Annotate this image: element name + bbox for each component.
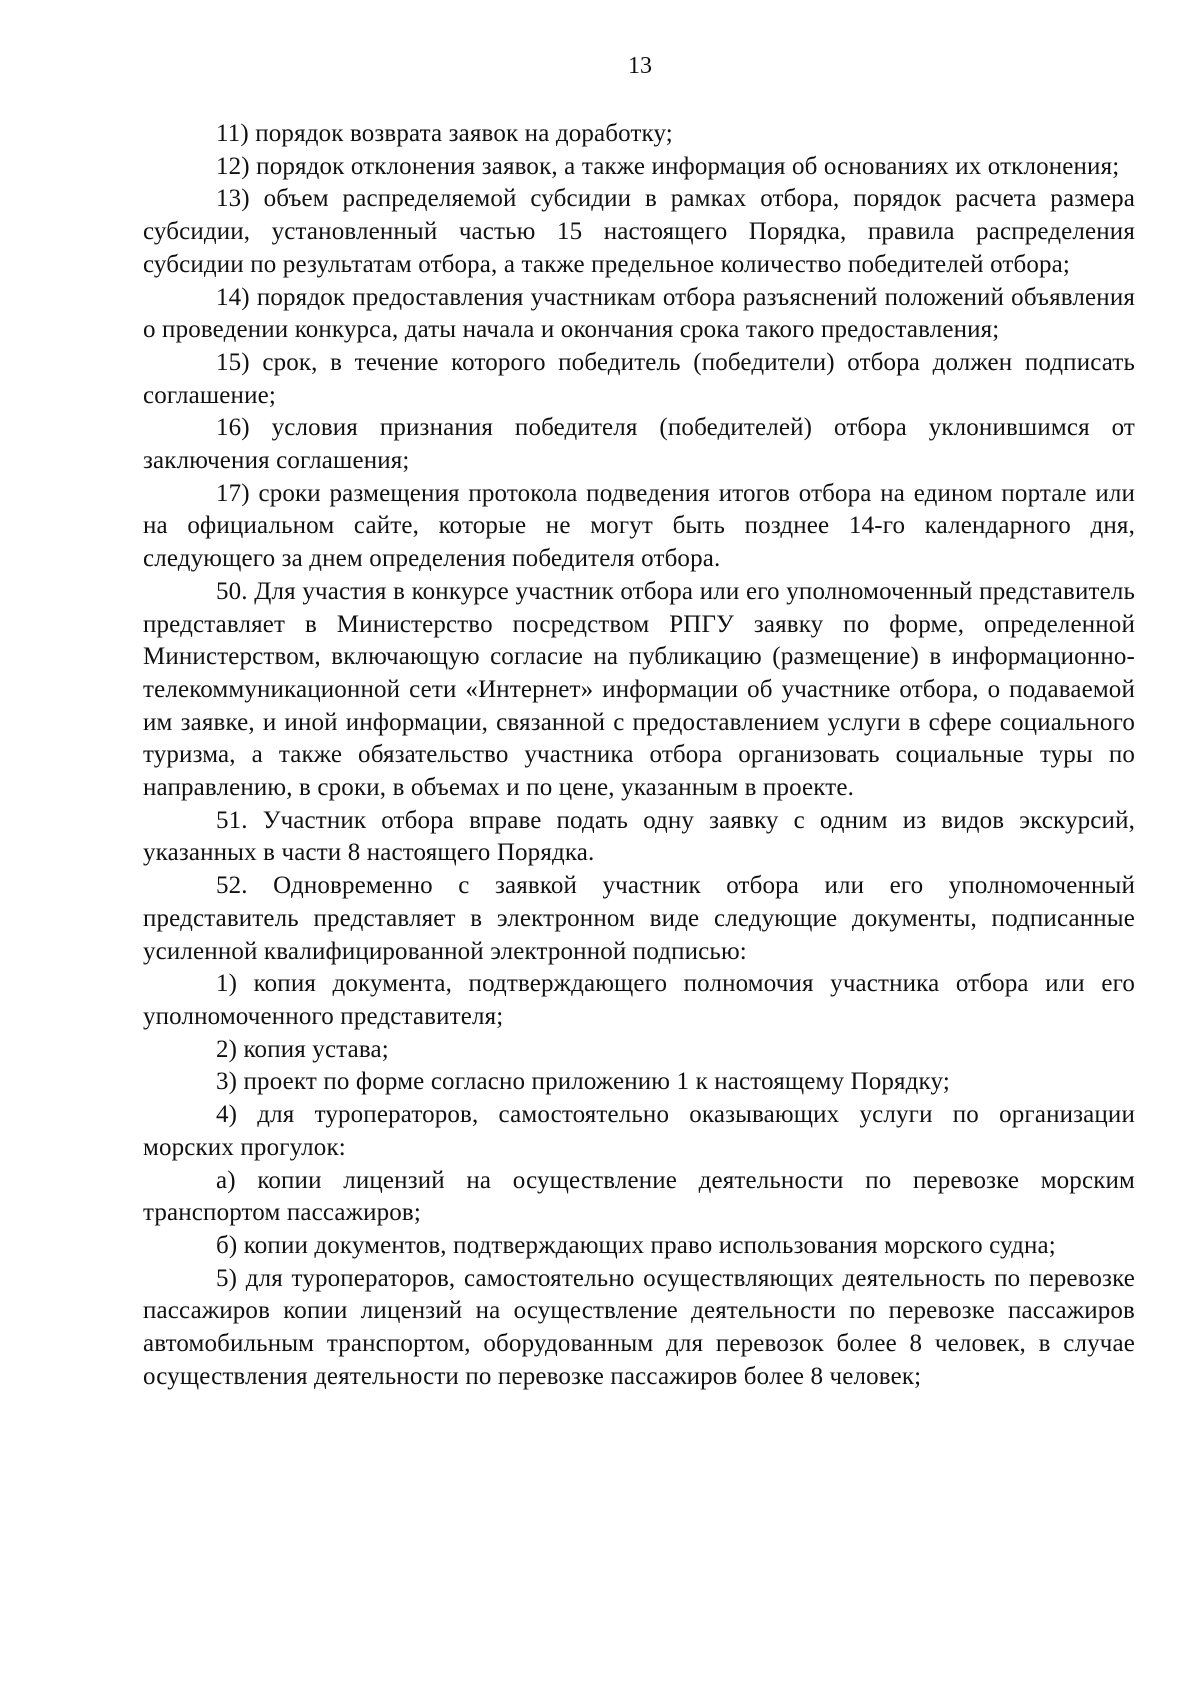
list-item-15: 15) срок, в течение которого победитель (победители) отбора должен подписать соглашение; [143, 348, 1135, 409]
doc-item-4b: б) копии документов, подтверждающих право использования морского судна; [216, 1231, 1056, 1259]
list-item-12: 12) порядок отклонения заявок, а также информация об основаниях их отклонения; [216, 152, 1120, 180]
doc-item-4a: а) копии лицензий на осуществление деятельности по перевозке морским транспортом пассажиров; [143, 1166, 1135, 1227]
list-item-17: 17) сроки размещения протокола подведения итогов отбора на едином портале или на официальном сайте, которые не могут быть позднее 14-го календарного дня, следующего за днем определения победителя отбора. [143, 479, 1135, 573]
doc-item-2: 2) копия устава; [216, 1035, 389, 1063]
section-52: 52. Одновременно с заявкой участник отбора или его уполномоченный представитель представляет в электронном виде следующие документы, подписанные усиленной квалифицированной электронной подписью: [143, 872, 1135, 965]
section-50: 50. Для участия в конкурсе участник отбора или его уполномоченный представитель представляет в Министерство посредством РПГУ заявку по форме, определенной Министерством, включающую согласие на публикацию (размещение) в информационно-телекоммуникационной сети «Интернет» информации об участнике отбора, о подаваемой им заявке, и иной информации, связанной с предоставлением услуги в сфере социального туризма, а также обязательство участника отбора организовать социальные туры по направлению, в сроки, в объемах и по цене, указанным в проекте. [143, 577, 1135, 802]
section-51: 51. Участник отбора вправе подать одну заявку с одним из видов экскурсий, указанных в части 8 настоящего Порядка. [143, 806, 1135, 867]
doc-item-3: 3) проект по форме согласно приложению 1 к настоящему Порядку; [216, 1068, 950, 1096]
doc-item-4: 4) для туроператоров, самостоятельно оказывающих услуги по организации морских прогулок: [143, 1101, 1135, 1161]
list-item-11: 11) порядок возврата заявок на доработку; [216, 120, 673, 147]
list-item-16: 16) условия признания победителя (победителей) отбора уклонившимся от заключения соглашения; [143, 414, 1135, 475]
list-item-14: 14) порядок предоставления участникам отбора разъяснений положений объявления о проведении конкурса, даты начала и окончания срока такого предоставления; [143, 283, 1135, 344]
document-body [143, 118, 1135, 1393]
list-item-13: 13) объем распределяемой субсидии в рамках отбора, порядок расчета размера субсидии, установленный частью 15 настоящего Порядка, правила распределения субсидии по результатам отбора, а также предельное количество победителей отбора; [143, 185, 1135, 278]
doc-item-5: 5) для туроператоров, самостоятельно осуществляющих деятельность по перевозке пассажиров копии лицензий на осуществление деятельности по перевозке пассажиров автомобильным транспортом, оборудованным для перевозок более 8 человек, в случае осуществления деятельности по перевозке пассажиров более 8 человек; [143, 1264, 1135, 1390]
page-number: 13 [628, 53, 652, 79]
doc-item-1: 1) копия документа, подтверждающего полномочия участника отбора или его уполномоченного представителя; [143, 970, 1135, 1030]
